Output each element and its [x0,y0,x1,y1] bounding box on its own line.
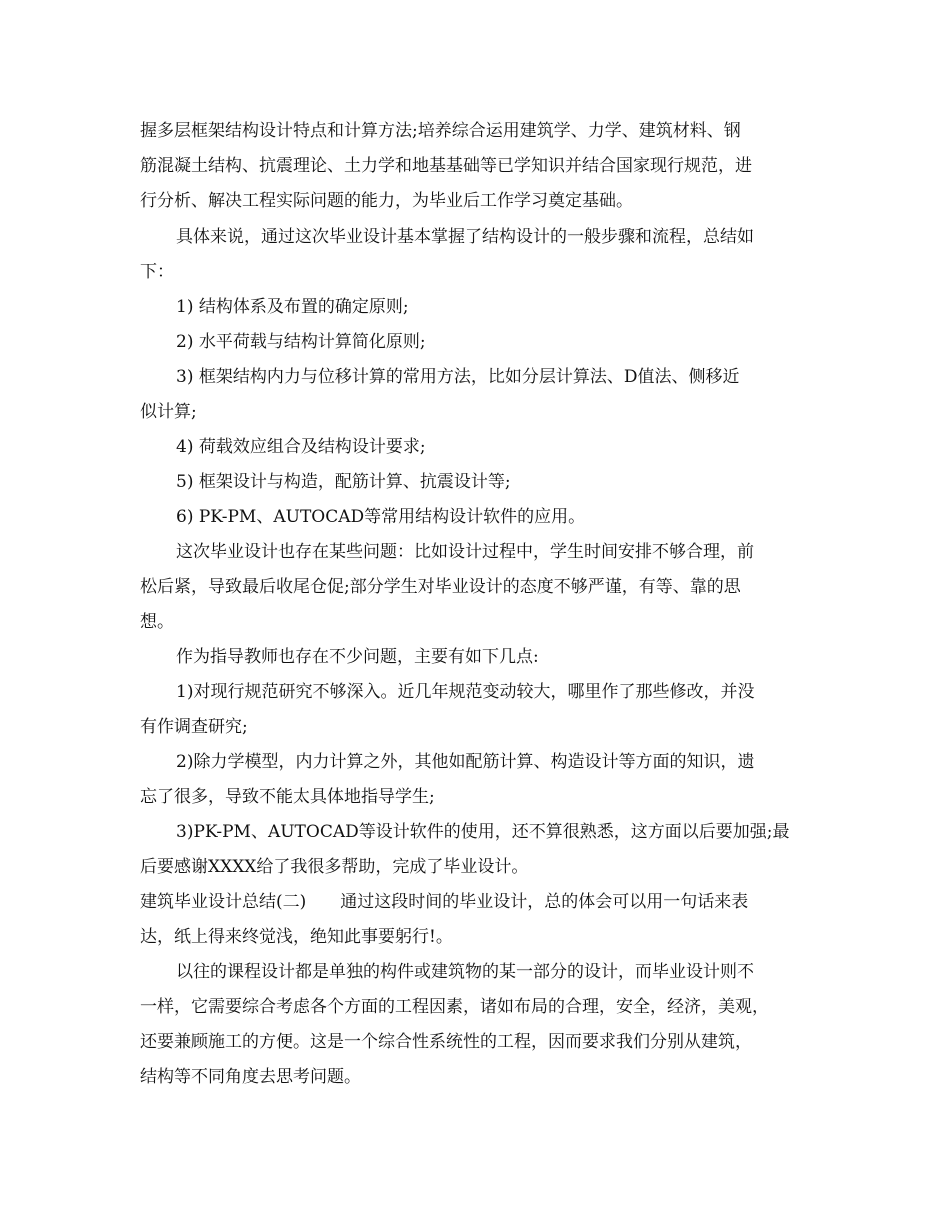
list-item: 1)对现行规范研究不够深入。近几年规范变动较大，哪里作了那些修改，并没 [176,682,755,702]
list-item: 6) PK-PM、AUTOCAD等常用结构设计软件的应用。 [176,507,586,527]
list-item: 3) 框架结构内力与位移计算的常用方法，比如分层计算法、D值法、侧移近 [176,367,740,387]
paragraph-line: 还要兼顾施工的方便。这是一个综合性系统性的工程，因而要求我们分别从建筑， [140,1032,752,1052]
paragraph-line: 松后紧，导致最后收尾仓促;部分学生对毕业设计的态度不够严谨，有等、靠的思 [140,577,741,597]
list-item-continuation: 后要感谢XXXX给了我很多帮助，完成了毕业设计。 [140,857,529,877]
list-item-continuation: 有作调查研究; [140,717,248,737]
paragraph-line: 行分析、解决工程实际问题的能力，为毕业后工作学习奠定基础。 [140,191,633,211]
paragraph-line: 这次毕业设计也存在某些问题：比如设计过程中，学生时间安排不够合理，前 [176,542,754,562]
list-item: 2)除力学模型，内力计算之外，其他如配筋计算、构造设计等方面的知识，遗 [176,752,755,772]
paragraph-line: 作为指导教师也存在不少问题，主要有如下几点: [176,647,539,667]
paragraph-line: 结构等不同角度去思考问题。 [140,1067,361,1087]
paragraph-line: 想。 [140,612,174,632]
paragraph-line: 具体来说，通过这次毕业设计基本掌握了结构设计的一般步骤和流程，总结如 [176,227,754,247]
paragraph-line: 达，纸上得来终觉浅，绝知此事要躬行!。 [140,927,453,947]
paragraph-line: 握多层框架结构设计特点和计算方法;培养综合运用建筑学、力学、建筑材料、钢 [140,121,741,141]
list-item: 1) 结构体系及布置的确定原则; [176,297,409,317]
paragraph-line: 一样，它需要综合考虑各个方面的工程因素，诸如布局的合理，安全，经济，美观， [140,997,769,1017]
paragraph-line: 以往的课程设计都是单独的构件或建筑物的某一部分的设计，而毕业设计则不 [176,962,754,982]
section-heading-line: 建筑毕业设计总结(二) 通过这段时间的毕业设计，总的体会可以用一句话来表 [140,892,749,912]
list-item: 4) 荷载效应组合及结构设计要求; [176,437,426,457]
list-item: 3)PK-PM、AUTOCAD等设计软件的使用，还不算很熟悉，这方面以后要加强;最 [176,822,790,842]
paragraph-line: 筋混凝土结构、抗震理论、土力学和地基基础等已学知识并结合国家现行规范，进 [140,156,752,176]
list-item: 2) 水平荷载与结构计算简化原则; [176,332,426,352]
list-item-continuation: 似计算; [140,402,197,422]
paragraph-line: 下： [140,262,174,282]
list-item: 5) 框架设计与构造，配筋计算、抗震设计等; [176,472,511,492]
list-item-continuation: 忘了很多，导致不能太具体地指导学生; [140,787,435,807]
